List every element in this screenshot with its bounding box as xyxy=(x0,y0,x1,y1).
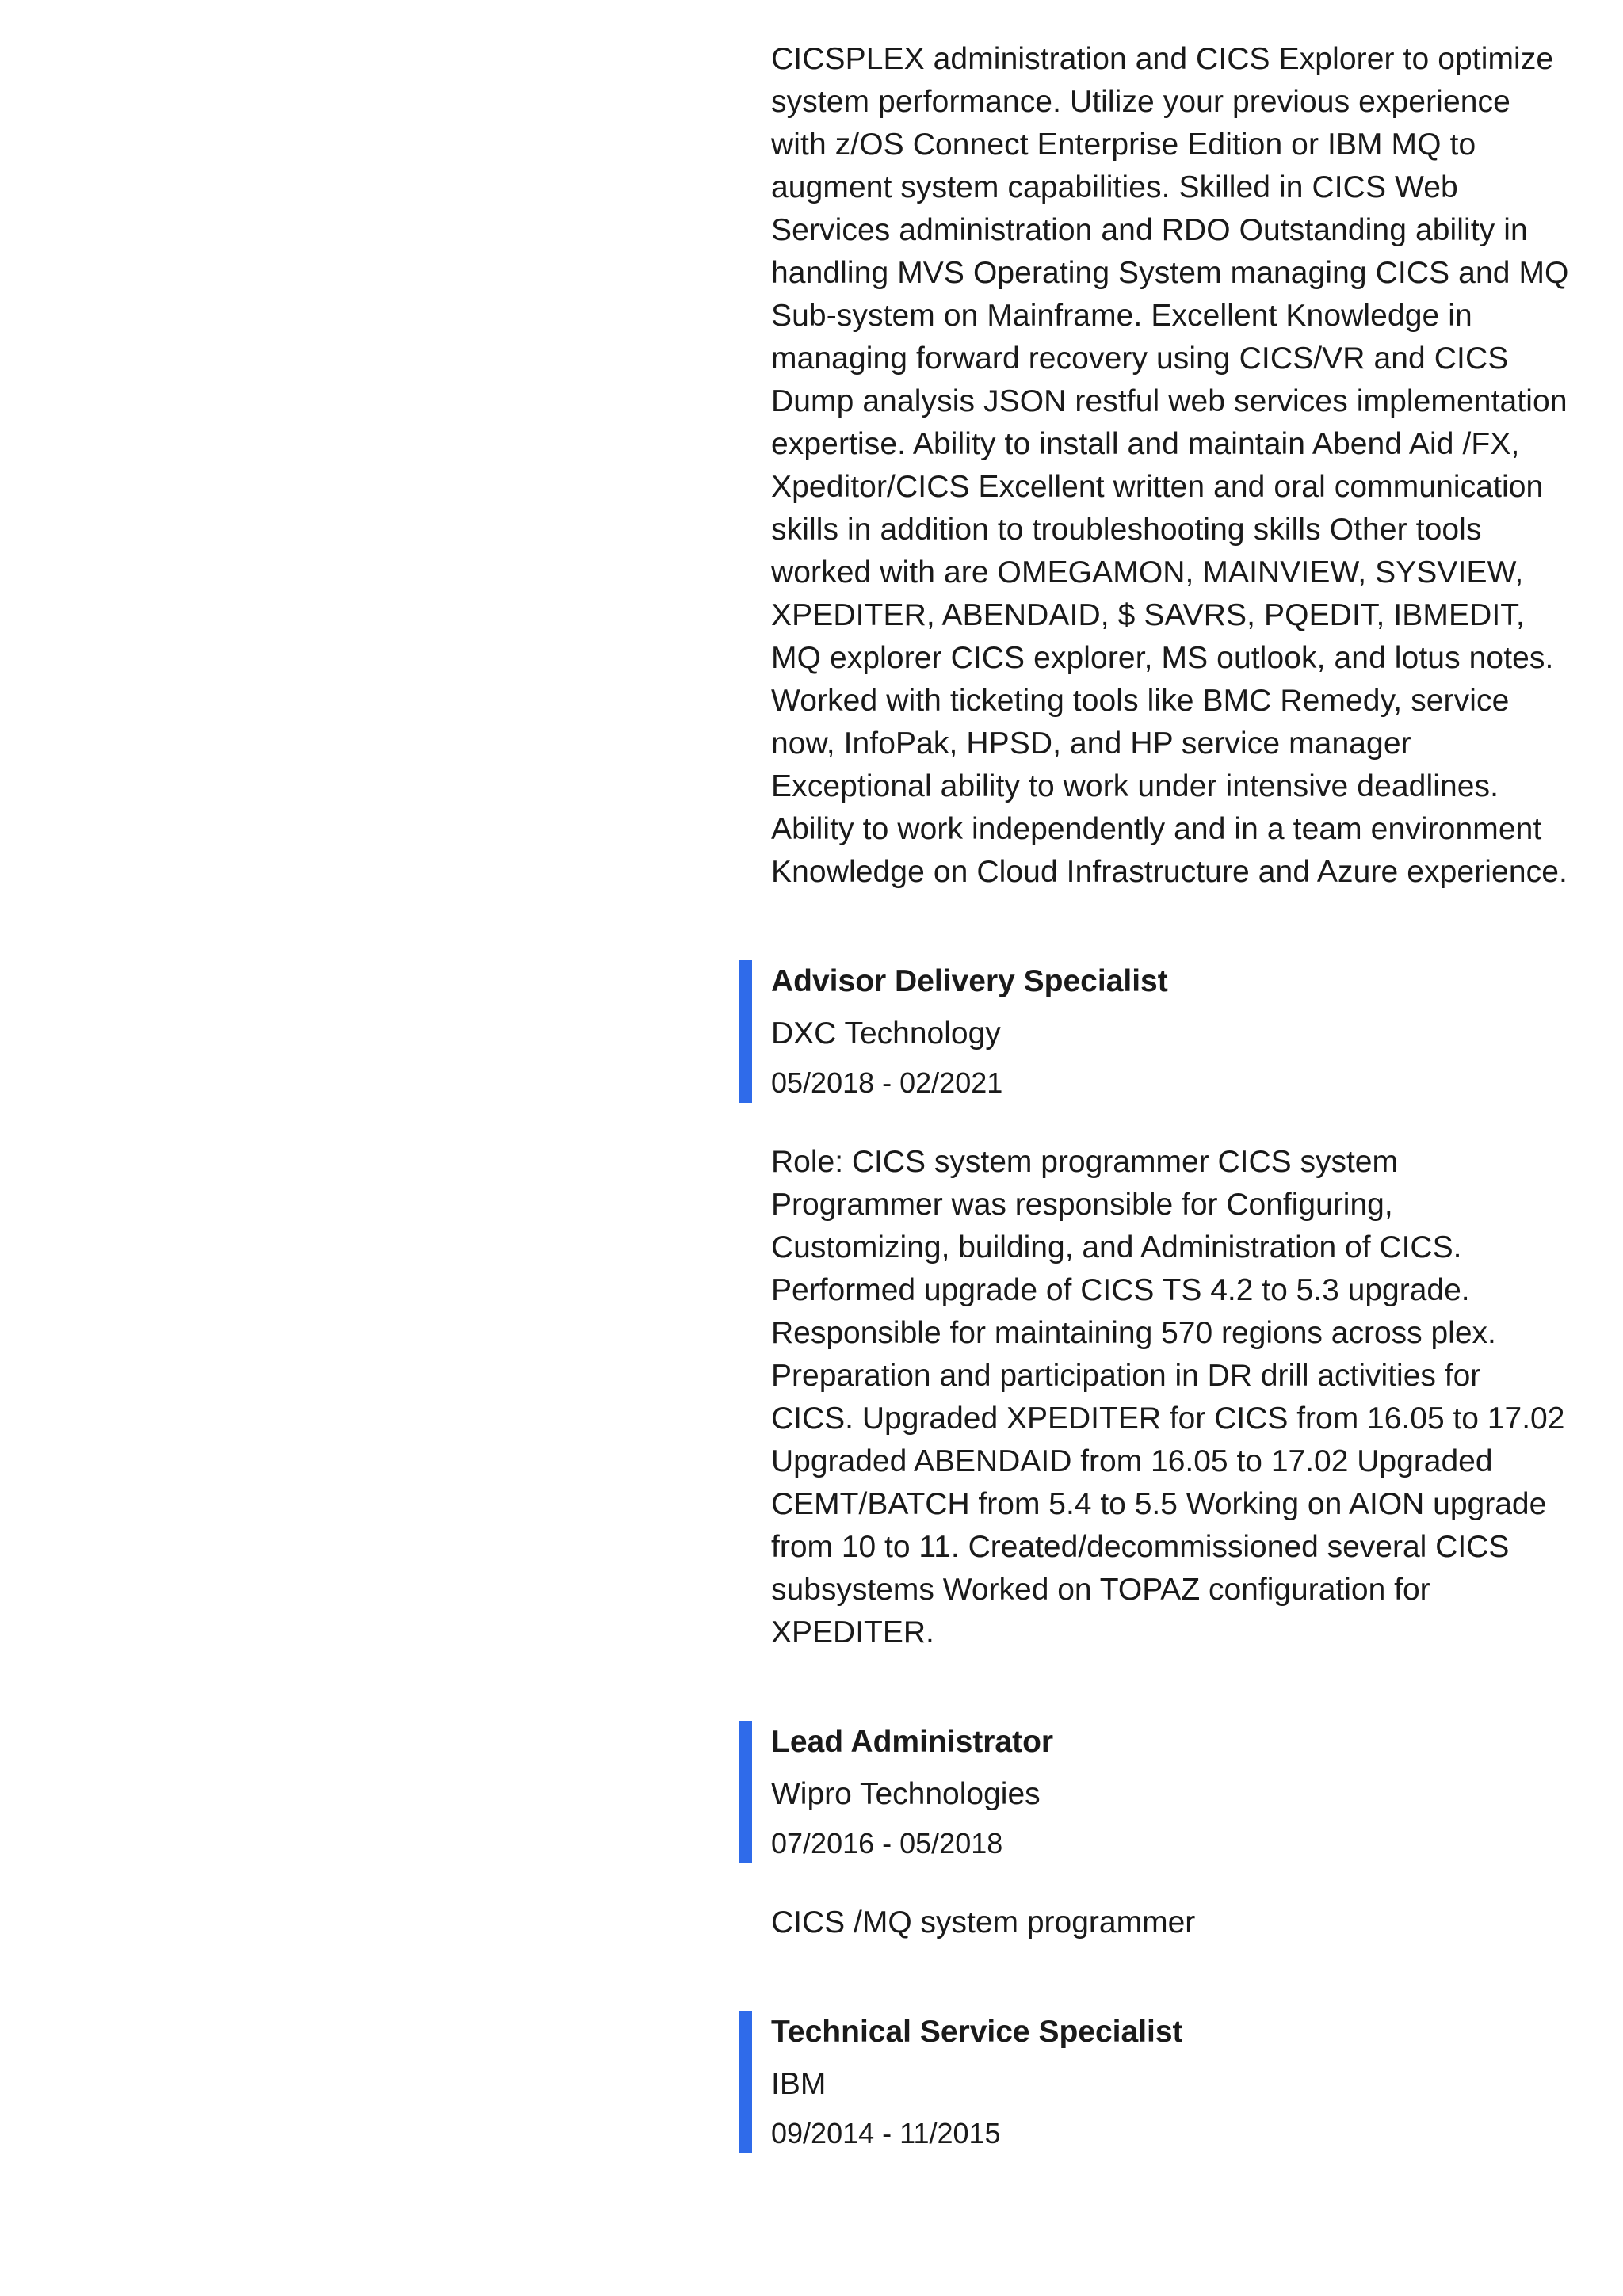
job-title: Lead Administrator xyxy=(771,1725,1054,1759)
job-accent-bar xyxy=(739,960,752,1103)
job-entry-technical-service-specialist xyxy=(771,2011,1571,2153)
job-title: Technical Service Specialist xyxy=(771,2015,1183,2049)
job-dates: 07/2016 - 05/2018 xyxy=(771,1827,1003,1859)
job-description: Role: CICS system programmer CICS system Programmer was responsible for Configuring, Customizing, building, and Administration of CICS. Performed upgrade of CICS TS 4.2 to 5.3 upgrade. Responsible for maintaining 570 regions across plex. Preparation and participation in DR drill activities for CICS. Upgraded XPEDITER for CICS from 16.05 to 17.02 Upgraded ABENDAID from 16.05 to 17.02 Upgraded CEMT/BATCH from 5.4 to 5.5 Working on AION upgrade from 10 to 11. Created/decommissioned several CICS subsystems Worked on TOPAZ configuration for XPEDITER. xyxy=(771,1145,1565,1650)
experience-summary-text: CICSPLEX administration and CICS Explorer to optimize system performance. Utilize your previous experience with z/OS Connect Enterprise Edition or IBM MQ to augment system capabilities. Skilled in CICS Web Services administration and RDO Outstanding ability in handling MVS Operating System managing CICS and MQ Sub-system on Mainframe. Excellent Knowledge in managing forward recovery using CICS/VR and CICS Dump analysis JSON restful web services implementation expertise. Ability to install and maintain Abend Aid /FX, Xpeditor/CICS Excellent written and oral communication skills in addition to troubleshooting skills Other tools worked with are OMEGAMON, MAINVIEW, SYSVIEW, XPEDITER, ABENDAID, $ SAVRS, PQEDIT, IBMEDIT, MQ explorer CICS explorer, MS outlook, and lotus notes. Worked with ticketing tools like BMC Remedy, service now, InfoPak, HPSD, and HP service manager Exceptional ability to work under intensive deadlines. Ability to work independently and in a team environment Knowledge on Cloud Infrastructure and Azure experience. xyxy=(771,42,1569,889)
job-company: DXC Technology xyxy=(771,1016,1001,1051)
job-entry-lead-administrator xyxy=(771,1721,1571,1944)
job-company: Wipro Technologies xyxy=(771,1777,1041,1811)
experience-column xyxy=(771,38,1571,2153)
left-column xyxy=(0,0,729,2296)
job-dates: 09/2014 - 11/2015 xyxy=(771,2117,1001,2149)
job-company: IBM xyxy=(771,2067,827,2101)
job-header xyxy=(771,2011,1571,2153)
job-dates: 05/2018 - 02/2021 xyxy=(771,1066,1003,1099)
job-accent-bar xyxy=(739,2011,752,2153)
job-description: CICS /MQ system programmer xyxy=(771,1905,1196,1939)
job-title: Advisor Delivery Specialist xyxy=(771,964,1168,998)
job-header xyxy=(771,960,1571,1103)
job-entry-advisor-delivery-specialist xyxy=(771,960,1571,1654)
job-header xyxy=(771,1721,1571,1863)
job-accent-bar xyxy=(739,1721,752,1863)
